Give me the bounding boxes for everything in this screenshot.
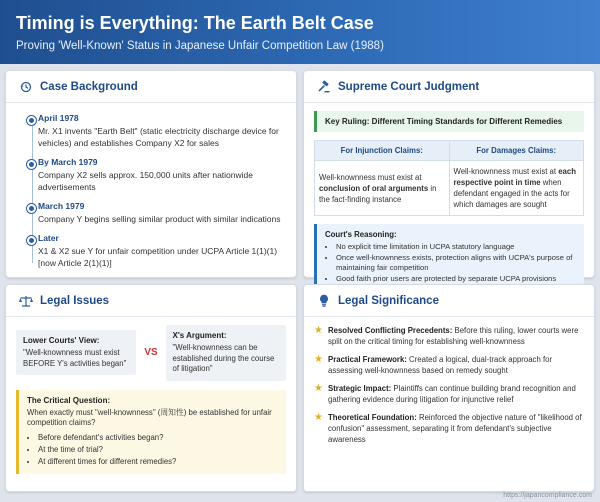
scale-icon [18, 295, 34, 307]
timeline-item [28, 113, 284, 149]
damages-cell: Well-knownness must exist at each respective point in time when defendant engaged in the acts for which damages are sought [449, 161, 584, 216]
critical-question-list [27, 432, 278, 468]
history-icon [18, 81, 34, 93]
timeline-dot-icon [27, 204, 36, 213]
critical-question-item: • At different times for different remedies? [38, 456, 278, 468]
case-background-card [5, 70, 297, 278]
significance-text: Before this ruling, lower courts were split on the critical timing for establishing well-knownness [328, 326, 579, 346]
reasoning-item: • No explicit time limitation in UCPA statutory language [336, 242, 576, 253]
x-argument-text: "Well-knownness can be established during the course of litigation" [172, 343, 275, 373]
critical-question-text: When exactly must "well-knownness" (周知性) be established for unfair competition claims? [27, 407, 272, 427]
significance-item [314, 412, 584, 445]
timeline-date: Later [38, 233, 59, 243]
injunction-cell: Well-knownness must exist at conclusion of oral arguments in the fact-finding instance [315, 161, 450, 216]
legal-significance-card [303, 284, 595, 492]
timeline-item [28, 201, 284, 225]
key-ruling: Key Ruling: Different Timing Standards for Different Remedies [314, 111, 584, 132]
timeline-text: Company Y begins selling similar product with similar indications [38, 214, 281, 224]
significance-list [304, 317, 594, 445]
page-title: Timing is Everything: The Earth Belt Case [16, 13, 374, 33]
x-argument-title: X's Argument: [172, 331, 227, 340]
case-background-title [6, 71, 296, 103]
legal-significance-title [304, 285, 594, 317]
timeline-date: April 1978 [38, 113, 79, 123]
timeline-dot-icon [27, 116, 36, 125]
legal-significance-label: Legal Significance [338, 294, 439, 307]
reasoning-item: • Good faith prior users are protected by separate UCPA provisions [336, 274, 576, 285]
judgment-label: Supreme Court Judgment [338, 80, 480, 93]
timeline-text: Mr. X1 invents "Earth Belt" (static electricity discharge device for vehicles) and establishes Company X2 for sales [38, 126, 279, 148]
critical-question-title: The Critical Question: [27, 395, 111, 405]
source-url: https://japancompliance.com [503, 492, 592, 499]
timeline-item [28, 233, 284, 269]
significance-text: Created a logical, dual-track approach for assessing well-knownness based on remedy sought [328, 355, 553, 375]
views-comparison [16, 325, 286, 381]
critical-question [16, 390, 286, 474]
star-icon: ★ [314, 354, 323, 365]
significance-text: Reinforced the objective nature of "likelihood of confusion" assessment, separating it from defendant's subjective awareness [328, 413, 582, 444]
significance-item [314, 383, 584, 405]
timeline-dot-icon [27, 160, 36, 169]
versus-label: VS [144, 347, 158, 359]
timeline [6, 103, 296, 269]
legal-issues-title [6, 285, 296, 317]
lightbulb-icon [316, 294, 332, 307]
timeline-dot-icon [27, 236, 36, 245]
case-background-label: Case Background [40, 80, 138, 93]
critical-question-item: • Before defendant's activities began? [38, 432, 278, 444]
significance-label: Practical Framework: [328, 355, 407, 364]
timeline-date: March 1979 [38, 201, 85, 211]
significance-label: Strategic Impact: [328, 384, 392, 393]
significance-label: Resolved Conflicting Precedents: [328, 326, 453, 335]
star-icon: ★ [314, 412, 323, 423]
significance-text: Plaintiffs can continue building brand recognition and gathering evidence during litigation for injunctive relief [328, 384, 576, 404]
lower-courts-title: Lower Courts' View: [23, 336, 100, 346]
significance-item [314, 354, 584, 376]
injunction-header: For Injunction Claims: [315, 141, 450, 161]
star-icon: ★ [314, 383, 323, 394]
significance-item [314, 325, 584, 347]
legal-issues-card [5, 284, 297, 492]
timeline-item [28, 157, 284, 193]
remedies-table [314, 140, 584, 216]
x-argument [166, 325, 286, 381]
legal-issues-label: Legal Issues [40, 294, 110, 307]
star-icon: ★ [314, 325, 323, 336]
judgment-title [304, 71, 594, 103]
damages-header: For Damages Claims: [449, 141, 584, 161]
reasoning-title: Court's Reasoning: [325, 230, 397, 239]
lower-courts-view [16, 330, 136, 375]
gavel-icon [316, 81, 332, 93]
significance-label: Theoretical Foundation: [328, 413, 417, 422]
timeline-text: Company X2 sells approx. 150,000 units after nationwide advertisements [38, 170, 253, 192]
critical-question-item: • At the time of trial? [38, 444, 278, 456]
page-header [0, 0, 600, 64]
timeline-text: X1 & X2 sue Y for unfair competition under UCPA Article 1(1)(1) [now Article 2(1)(1)] [38, 246, 278, 268]
timeline-date: By March 1979 [38, 157, 98, 167]
reasoning-item: • Once well-knownness exists, protection aligns with UCPA's purpose of maintaining fair competition [336, 253, 576, 274]
lower-courts-text: "Well-knownness must exist BEFORE Y's activities began" [23, 348, 127, 368]
supreme-court-judgment-card [303, 70, 595, 283]
page-subtitle: Proving 'Well-Known' Status in Japanese Unfair Competition Law (1988) [16, 40, 384, 52]
